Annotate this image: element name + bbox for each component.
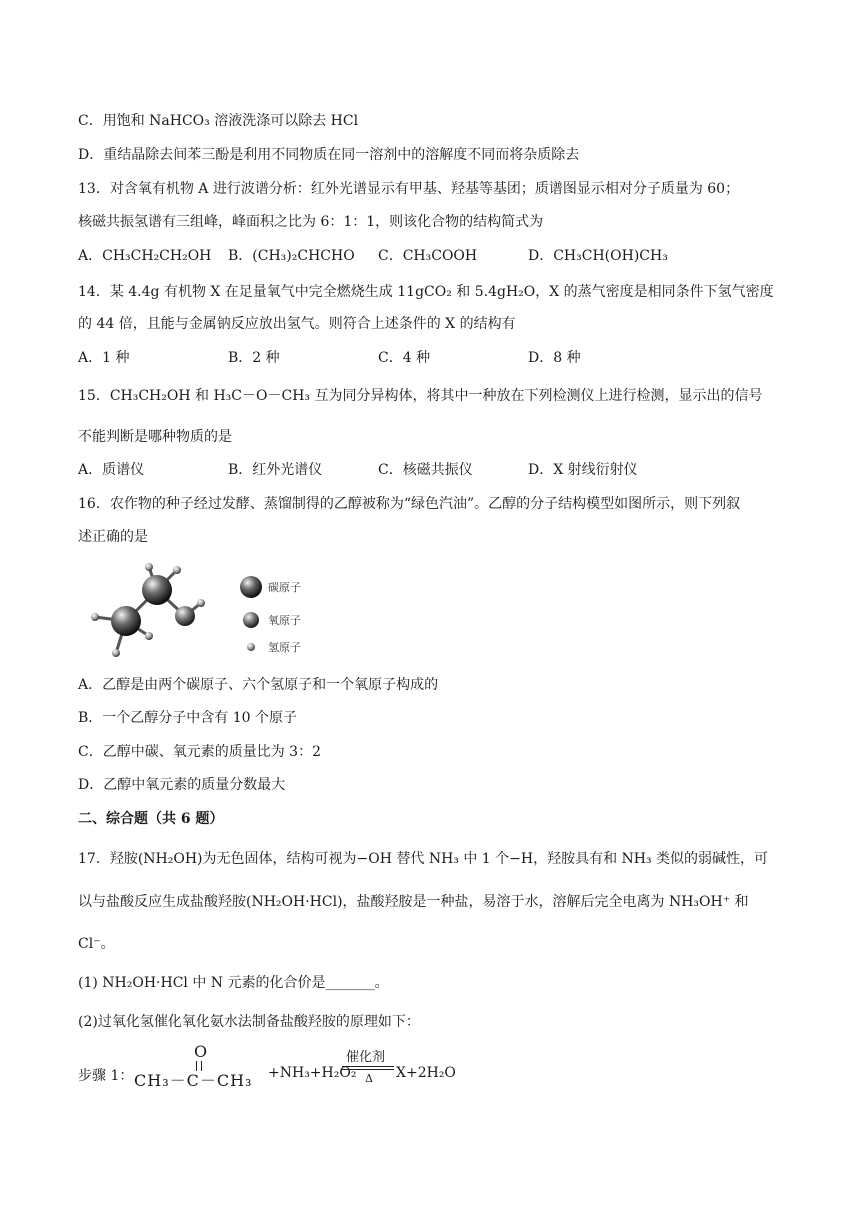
carbon-atom: [142, 575, 172, 605]
step1-label: 步骤 1：: [78, 1068, 134, 1084]
q13-stem-line2: 核磁共振氢谱有三组峰，峰面积之比为 6：1：1，则该化合物的结构简式为: [78, 214, 544, 230]
q12-option-c: C．用饱和 NaHCO₃ 溶液洗涤可以除去 HCl: [78, 113, 359, 129]
legend-oxygen-label: 氧原子: [268, 614, 301, 627]
q17-stem-line3: Cl⁻。: [78, 936, 115, 952]
hydrogen-atom: [91, 613, 99, 621]
q17-part2: (2)过氧化氢催化氧化氨水法制备盐酸羟胺的原理如下：: [78, 1014, 420, 1030]
hydrogen-atom: [112, 649, 120, 657]
q16-stem-line2: 述正确的是: [78, 529, 148, 545]
q14-stem-line2: 的 44 倍，且能与金属钠反应放出氢气。则符合上述条件的 X 的结构有: [78, 316, 516, 332]
q15-stem-line2: 不能判断是哪种物质的是: [78, 429, 232, 445]
catalyst-label: 催化剂: [346, 1050, 386, 1065]
q16-option-a: A．乙醇是由两个碳原子、六个氢原子和一个氧原子构成的: [78, 677, 439, 693]
q13-option-d: D．CH₃CH(OH)CH₃: [528, 248, 668, 264]
q16-option-d: D．乙醇中氧元素的质量分数最大: [78, 777, 286, 793]
q15-option-b: B．红外光谱仪: [228, 462, 323, 478]
q17-stem-line2: 以与盐酸反应生成盐酸羟胺(NH₂OH·HCl)，盐酸羟胺是一种盐，易溶于水，溶解后完全电离为 NH₃OH⁺ 和: [78, 894, 749, 910]
ethanol-molecule-model: [80, 560, 320, 670]
q15-options: [78, 460, 778, 480]
q14-option-d: D．8 种: [528, 350, 581, 366]
q14-stem-line1: 14．某 4.4g 有机物 X 在足量氧气中完全燃烧生成 11gCO₂ 和 5.4gH₂O，X 的蒸气密度是相同条件下氢气密度: [78, 284, 774, 300]
legend-carbon-label: 碳原子: [268, 581, 301, 594]
q13-options: [78, 246, 778, 266]
molecule-legend: [240, 576, 301, 654]
q14-options: [78, 348, 778, 368]
molecule-atoms: [91, 563, 205, 657]
step1-products: X+2H₂O: [396, 1065, 456, 1081]
q17-stem-line1: 17．羟胺(NH₂OH)为无色固体，结构可视为−OH 替代 NH₃ 中 1 个−H，羟胺具有和 NH₃ 类似的弱碱性，可: [78, 851, 769, 867]
legend-hydrogen-symbol: [247, 643, 255, 651]
q14-option-c: C．4 种: [378, 350, 431, 366]
hydrogen-atom: [197, 599, 205, 607]
legend-carbon-symbol: [240, 576, 262, 598]
hydrogen-atom: [173, 566, 181, 574]
q13-option-b: B．(CH₃)₂CHCHO: [228, 248, 355, 264]
acetone-carbonyl-oxygen: O: [194, 1042, 208, 1061]
q16-stem-line1: 16．农作物的种子经过发酵、蒸馏制得的乙醇被称为“绿色汽油”。乙醇的分子结构模型如图所示，则下列叙: [78, 496, 741, 512]
q17-step1-reaction: [78, 1042, 498, 1090]
q14-option-a: A．1 种: [78, 350, 130, 366]
section-heading: 二、综合题（共 6 题）: [78, 811, 224, 827]
q16-option-c: C．乙醇中碳、氧元素的质量比为 3：2: [78, 744, 321, 760]
q14-option-b: B．2 种: [228, 350, 280, 366]
q17-part1: (1) NH₂OH·HCl 中 N 元素的化合价是_______。: [78, 975, 389, 991]
legend-hydrogen-label: 氢原子: [268, 641, 301, 654]
step1-reactants: +NH₃+H₂O₂: [268, 1065, 357, 1081]
hydrogen-atom: [145, 563, 153, 571]
oxygen-atom: [175, 606, 195, 626]
carbon-atom: [111, 606, 141, 636]
q13-option-c: C．CH₃COOH: [378, 248, 478, 264]
reaction-equals-sign: [342, 1066, 394, 1070]
legend-oxygen-symbol: [243, 612, 259, 628]
q15-option-c: C．核磁共振仪: [378, 462, 473, 478]
q15-option-d: D．X 射线衍射仪: [528, 462, 638, 478]
q13-stem-line1: 13．对含氧有机物 A 进行波谱分析：红外光谱显示有甲基、羟基等基团；质谱图显示相对分子质量为 60；: [78, 181, 740, 197]
q12-option-d: D．重结晶除去间苯三酚是利用不同物质在同一溶剂中的溶解度不同而将杂质除去: [78, 147, 580, 163]
q15-option-a: A．质谱仪: [78, 462, 145, 478]
hydrogen-atom: [145, 632, 153, 640]
q16-option-b: B．一个乙醇分子中含有 10 个原子: [78, 710, 298, 726]
acetone-formula: CH₃－C－CH₃: [134, 1071, 253, 1090]
q13-option-a: A．CH₃CH₂CH₂OH: [78, 248, 212, 264]
q15-stem-line1: 15．CH₃CH₂OH 和 H₃C－O－CH₃ 互为同分异构体，将其中一种放在下列检测仪上进行检测，显示出的信号: [78, 388, 763, 404]
heating-symbol: Δ: [365, 1072, 373, 1085]
